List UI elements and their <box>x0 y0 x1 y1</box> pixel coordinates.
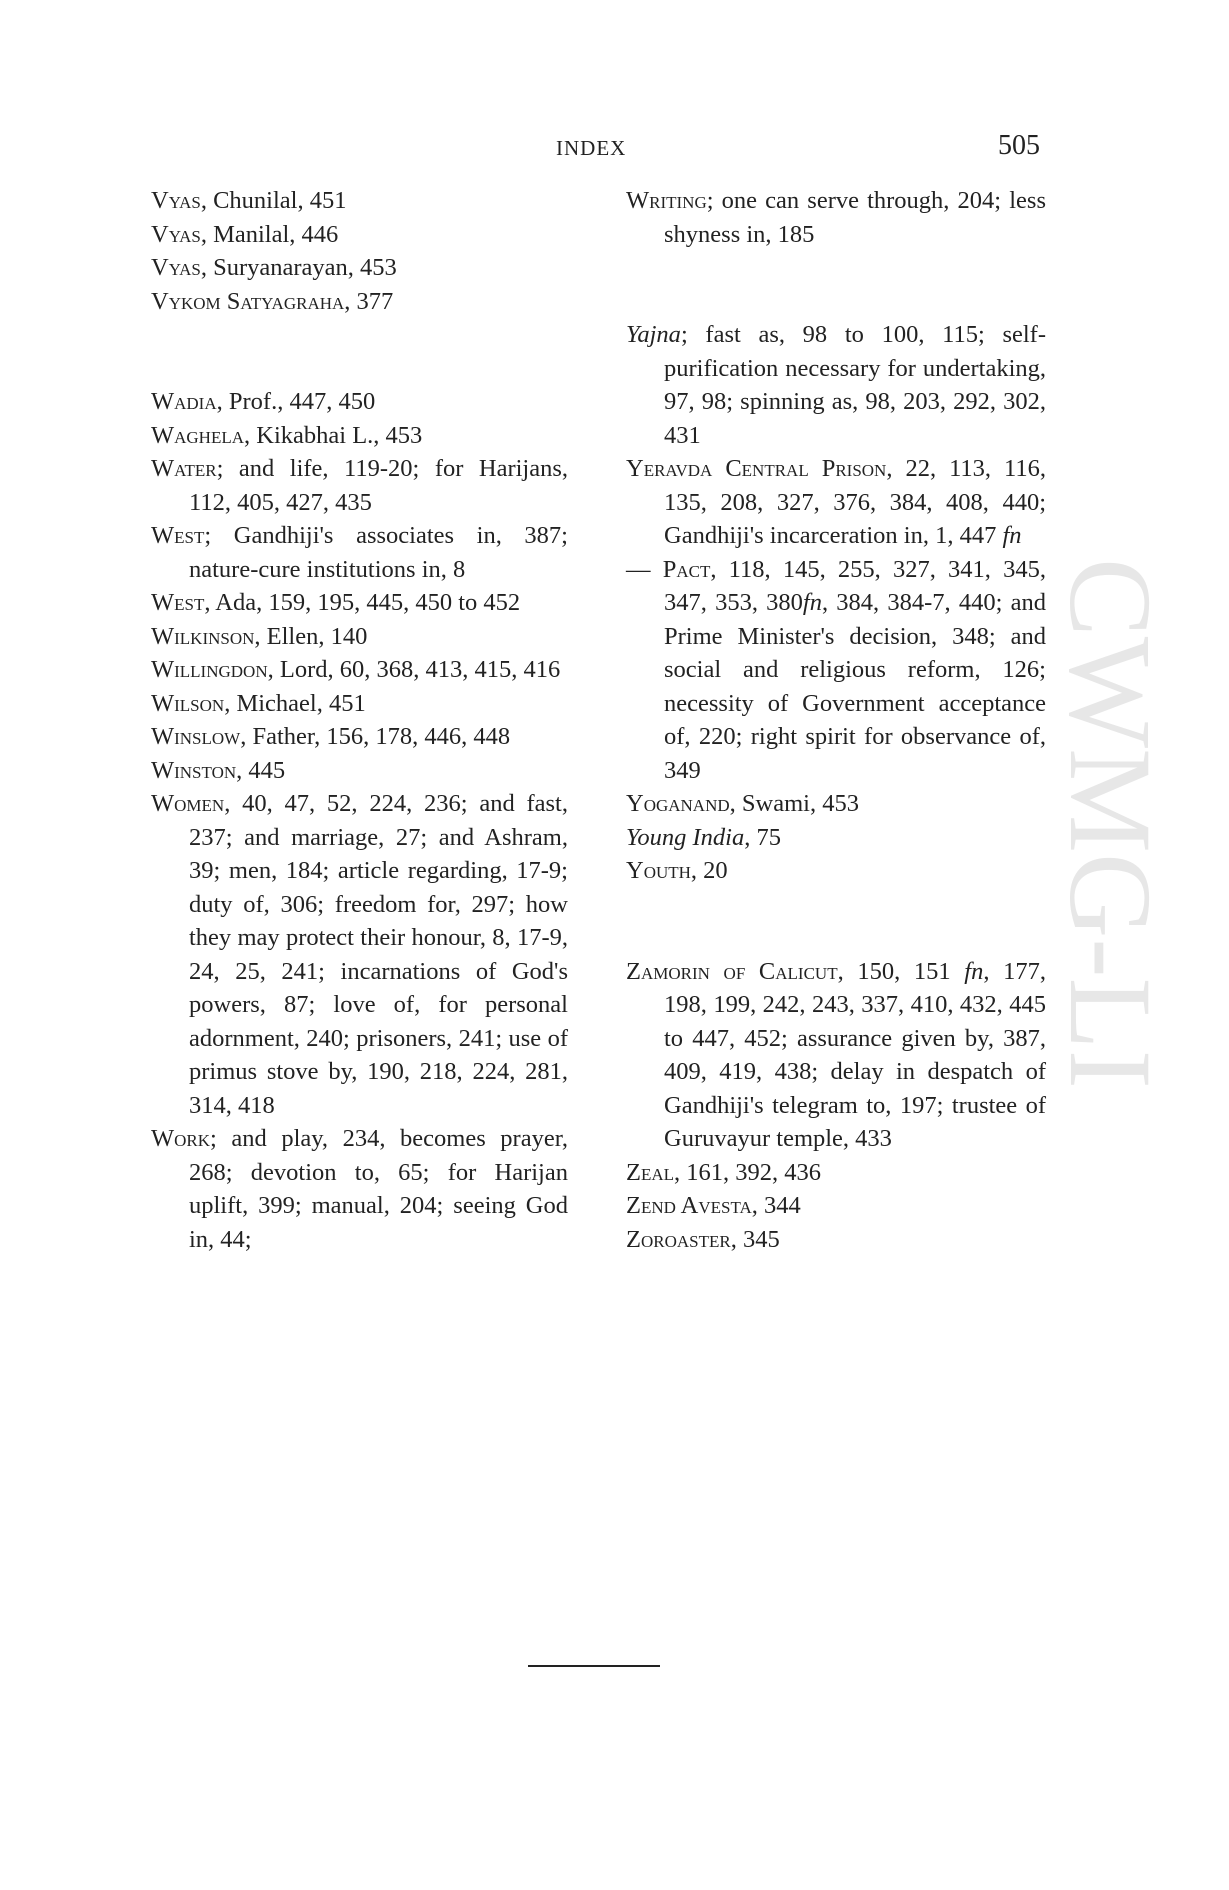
index-entry <box>626 821 1046 855</box>
entry-head: Vyas <box>151 220 201 248</box>
index-entry <box>151 720 568 754</box>
index-entry <box>626 184 1046 251</box>
index-entry <box>151 787 568 1122</box>
index-entry <box>626 318 1046 452</box>
letter-gap <box>626 251 1046 318</box>
entry-text: ; fast as, 98 to 100, 115; self-purification necessary for undertaking, 97, 98; spinning as, 98, 203, 292, 302, 431 <box>664 321 1046 449</box>
index-entry <box>626 1156 1046 1190</box>
index-column-left <box>151 184 568 1256</box>
index-entry <box>151 285 568 319</box>
index-entry <box>626 955 1046 1156</box>
entry-head: Pact <box>662 555 711 583</box>
end-rule <box>528 1665 660 1667</box>
index-entry <box>626 1189 1046 1223</box>
entry-text: , 345 <box>730 1225 780 1253</box>
entry-head: Vykom Satyagraha <box>151 287 345 315</box>
entry-head: Willingdon <box>151 656 268 683</box>
footnote-mark: fn <box>802 589 822 616</box>
entry-head: Zend Avesta <box>626 1192 752 1219</box>
entry-head: Yoganand <box>626 790 730 817</box>
entry-text: ; and play, 234, becomes prayer, 268; devotion to, 65; for Harijan uplift, 399; manual, 204; seeing God in, 44; <box>189 1125 568 1253</box>
entry-head: Youth <box>626 857 691 884</box>
entry-text: , 445 <box>236 756 286 784</box>
entry-head: Yajna <box>626 321 681 348</box>
index-entry <box>151 620 568 654</box>
entry-head: Writing <box>626 187 707 214</box>
index-entry <box>626 452 1046 553</box>
entry-text: , 344 <box>751 1192 801 1219</box>
entry-text: , Kikabhai L., 453 <box>244 421 423 449</box>
index-entry <box>151 1122 568 1256</box>
index-entry <box>626 1223 1046 1257</box>
entry-head: Winslow <box>151 723 241 750</box>
entry-text: ; Gandhiji's associates in, 387; nature-cure institutions in, 8 <box>189 522 568 583</box>
entry-text: , 161, 392, 436 <box>674 1158 822 1186</box>
entry-head: Young India <box>626 823 745 851</box>
index-entry <box>151 586 568 620</box>
entry-head: Zoroaster <box>626 1225 731 1253</box>
entry-head: Zamorin of Calicut <box>626 957 838 985</box>
entry-text: , 377 <box>344 287 394 315</box>
running-head <box>0 130 1229 170</box>
index-entry <box>151 251 568 285</box>
index-entry <box>151 687 568 721</box>
entry-head: Wilson <box>151 689 225 717</box>
entry-text: , 177, 198, 199, 242, 243, 337, 410, 432, 445 to 447, 452; assurance given by, 387, 409, 419, 438; delay in despatch of Gandhiji's telegram to, 197; trustee of Guruvayur temple, 433 <box>664 957 1047 1152</box>
entry-text: , 40, 47, 52, 224, 236; and fast, 237; and marriage, 27; and Ashram, 39; men, 184; article regarding, 17-9; duty of, 306; freedom for, 297; how they may protect their honour, 8, 17-9, 24, 25, 241; incarnations of God's powers, 87; love of, for personal adornment, 240; prisoners, 241; use of primus stove by, 190, 218, 224, 281, 314, 418 <box>189 790 568 1119</box>
footnote-mark: fn <box>964 957 984 985</box>
index-column-right <box>626 184 1046 1256</box>
entry-head: Work <box>151 1125 211 1152</box>
index-entry <box>151 452 568 519</box>
watermark <box>1043 548 1183 1348</box>
entry-text: , Swami, 453 <box>729 790 859 817</box>
entry-text: , Ellen, 140 <box>254 622 368 650</box>
entry-head: Water <box>151 455 217 482</box>
entry-head: West <box>151 589 205 616</box>
entry-text: , 22, 113, 116, 135, 208, 327, 376, 384, 408, 440; Gandhiji's incarceration in, 1, 447 <box>664 455 1046 549</box>
watermark-text: CWMG-LI <box>1045 558 1176 1089</box>
index-entry <box>151 754 568 788</box>
index-entry <box>151 218 568 252</box>
entry-head: Wilkinson <box>151 622 255 650</box>
entry-head: Vyas <box>151 254 201 281</box>
entry-head: Zeal <box>626 1158 675 1186</box>
entry-dash: — <box>626 555 651 583</box>
entry-text: , Michael, 451 <box>224 689 366 717</box>
entry-head: West <box>151 522 205 549</box>
entry-text: , Ada, 159, 195, 445, 450 to 452 <box>204 589 521 616</box>
entry-text: , Prof., 447, 450 <box>216 388 376 415</box>
running-title: INDEX <box>556 136 627 160</box>
entry-text: , 20 <box>690 857 728 884</box>
index-entry <box>151 653 568 687</box>
entry-text: , 75 <box>744 823 781 851</box>
entry-text: , 118, 145, 255, 327, 341, 345, 347, 353, 380 <box>664 555 1047 616</box>
entry-head: Yeravda Central Prison <box>626 455 887 482</box>
letter-gap <box>626 888 1046 955</box>
footnote-mark: fn <box>1002 522 1022 549</box>
entry-head: Wadia <box>151 388 217 415</box>
entry-text: , Manilal, 446 <box>200 220 339 248</box>
entry-text: , Lord, 60, 368, 413, 415, 416 <box>267 656 561 683</box>
entry-text: , 384, 384-7, 440; and Prime Minister's decision, 348; and social and religious reform, 126; necessity of Government acceptance of, 220; right spirit for observance of, 349 <box>664 589 1046 784</box>
index-entry <box>151 184 568 218</box>
entry-text: , Chunilal, 451 <box>200 187 347 214</box>
index-entry <box>151 385 568 419</box>
letter-gap <box>151 318 568 385</box>
index-entry <box>626 854 1046 888</box>
page-number: 505 <box>998 130 1040 161</box>
entry-text: , 150, 151 <box>837 957 965 985</box>
index-entry <box>151 419 568 453</box>
entry-text: , Father, 156, 178, 446, 448 <box>240 723 511 750</box>
index-entry <box>151 519 568 586</box>
entry-text: ; one can serve through, 204; less shyness in, 185 <box>664 187 1046 248</box>
entry-head: Women <box>151 790 225 817</box>
entry-head: Vyas <box>151 187 201 214</box>
index-entry <box>626 553 1046 788</box>
index-entry <box>626 787 1046 821</box>
entry-text: ; and life, 119-20; for Harijans, 112, 405, 427, 435 <box>189 455 568 516</box>
entry-text: , Suryanarayan, 453 <box>200 254 397 281</box>
entry-head: Winston <box>151 756 237 784</box>
entry-head: Waghela <box>151 421 245 449</box>
